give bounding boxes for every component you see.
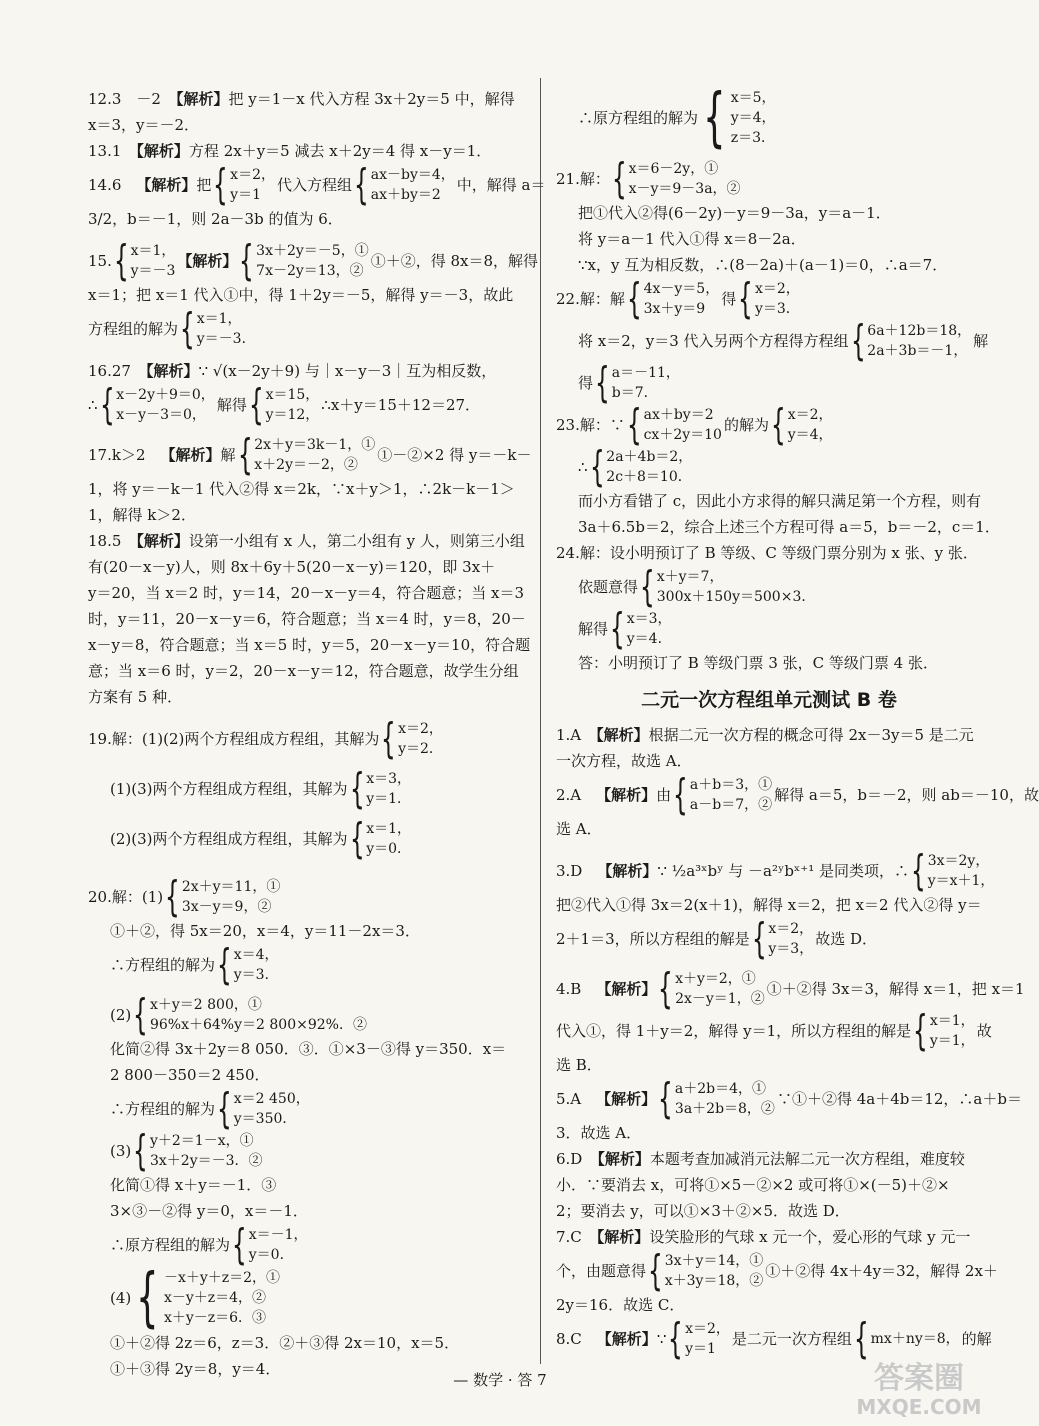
equation-system: { x＋y＝7， 300x＋150y＝500×3．	[640, 562, 816, 611]
answer-22-step: 将 x＝2，y＝3 代入另两个方程得方程组 { 6a＋12b＝18， 2a＋3b＝－1， 解	[578, 316, 989, 365]
answer-20-part4: (4) { －x＋y＋z＝2，① x－y＋z＝4，② x＋y－z＝6．③	[110, 1261, 281, 1335]
equation-system: { x＝2， y＝4，	[770, 400, 833, 449]
answer-23-step: 而小方看错了 c，因此小方求得的解只满足第一个方程，则有	[578, 492, 982, 510]
equation-system: { x＋y＝2，① 2x－y＝1，②	[658, 964, 765, 1013]
answer-14: 14.6 【解析】 把 { x＝2， y＝1 代入方程组 { ax－by＝4， ax＋by＝2 中，解得 a＝	[88, 160, 546, 209]
equation-system: { x＝2， y＝1	[668, 1314, 730, 1363]
answer-19-part1: 19.解：(1)(2)两个方程组成方程组，其解为 { x＝2， y＝2．	[88, 714, 443, 763]
answer-24: 24.解：设小明预订了 B 等级、C 等级门票分别为 x 张、y 张．	[556, 544, 978, 562]
equation-system: { x＝2， y＝2．	[381, 714, 443, 763]
equation-system: { －x＋y＋z＝2，① x－y＋z＝4，② x＋y－z＝6．③	[136, 1261, 281, 1335]
answer-b1: 1.A 【解析】根据二元一次方程的概念可得 2x－3y＝5 是二元	[556, 726, 974, 744]
equation-system: { y＋2＝1－x，① 3x＋2y＝－3．②	[133, 1126, 263, 1175]
answer-20-sol2: ∴方程组的解为 { x＝2 450， y＝350．	[110, 1084, 310, 1133]
equation-system: { 4x－y＝5， 3x＋y＝9	[626, 274, 720, 323]
equation-system: { 2x＋y＝3k－1，① x＋2y＝－2，②	[237, 430, 376, 479]
answer-24-answer: 答：小明预订了 B 等级门票 3 张，C 等级门票 4 张．	[578, 654, 938, 672]
answer-20-sol4: ∴原方程组的解为 { x＝5， y＝4， z＝3．	[578, 81, 776, 155]
answer-20-step: 2 800－350＝2 450．	[110, 1066, 270, 1084]
equation-system: { x＝3， y＝4．	[610, 604, 672, 653]
section-title: 二元一次方程组单元测试 B 卷	[641, 689, 897, 711]
answer-17: 17.k＞2 【解析】 解 { 2x＋y＝3k－1，① x＋2y＝－2，② ①－②×2 得 y＝－k－	[88, 430, 532, 479]
equation-system: { x＝1， y＝0．	[349, 814, 412, 863]
answer-23-step: ∴ { 2a＋4b＝2， 2c＋8＝10．	[578, 442, 693, 491]
answer-20-part3: (3) { y＋2＝1－x，① 3x＋2y＝－3．②	[110, 1126, 263, 1175]
answer-b3-cont: 把②代入①得 3x＝2(x＋1)，解得 x＝2，把 x＝2 代入②得 y＝	[556, 896, 982, 914]
equation-system: { x＝6－2y，① x－y＝9－3a，②	[611, 154, 741, 203]
equation-system: { x＝2， y＝3，	[751, 914, 814, 963]
column-divider	[540, 78, 541, 1364]
answer-18-line: 方案有 5 种．	[88, 688, 183, 706]
answer-20-step: 化简②得 3x＋2y＝8 050．③．①×3－③得 y＝350．x＝	[110, 1040, 507, 1058]
equation-system: { mx＋ny＝8，	[853, 1314, 960, 1363]
equation-system: { 3x＋y＝14，① x＋3y＝18，②	[648, 1246, 764, 1295]
answer-b4-cont: 代入①，得 1＋y＝2，解得 y＝1，所以方程组的解是 { x＝1， y＝1， 故	[556, 1006, 992, 1055]
answer-b6: 6.D 【解析】本题考查加减消元法解二元一次方程组，难度较	[556, 1150, 965, 1168]
watermark-line1: 答案圈	[874, 1361, 964, 1396]
equation-system: { 3x＝2y， y＝x＋1，	[910, 846, 995, 895]
answer-15-solution: 方程组的解为 { x＝1， y＝－3．	[88, 304, 256, 353]
equation-system: { ax＋by＝2 cx＋2y＝10	[626, 400, 722, 449]
answer-20-sol3: ∴原方程组的解为 { x＝－1， y＝0．	[110, 1220, 308, 1269]
answer-b7-end: 2y＝16．故选 C．	[556, 1296, 685, 1314]
answer-20-sol1: ∴方程组的解为 { x＝4， y＝3．	[110, 940, 279, 989]
answer-22-sol: 得 { a＝－11， b＝7．	[578, 358, 680, 407]
answer-18-line: 有(20－x－y)人，则 8x＋6y＋5(20－x－y)＝120，即 3x＋	[88, 558, 496, 576]
equation-system: { x＝2， y＝3．	[738, 274, 800, 323]
answer-12: 12.3 －2 【解析】把 y＝1－x 代入方程 3x＋2y＝5 中，解得	[88, 90, 515, 108]
answer-b8: 8.C 【解析】 ∵ { x＝2， y＝1 是二元一次方程组 { mx＋ny＝8， 的解	[556, 1314, 992, 1363]
answer-b6-line: 2；要消去 y，可以①×3＋②×5．故选 D．	[556, 1202, 850, 1220]
answer-b4: 4.B 【解析】 { x＋y＝2，① 2x－y＝1，② ①＋②得 3x＝3，解得 x＝1，把 x＝1	[556, 964, 1025, 1013]
answer-20-step: ①＋②，得 5x＝20，x＝4，y＝11－2x＝3．	[110, 922, 420, 940]
equation-system: { x＝1， y＝－3	[113, 236, 176, 285]
equation-system: { x＝1， y＝－3．	[180, 304, 256, 353]
answer-18: 18.5 【解析】设第一小组有 x 人，第二小组有 y 人，则第三小组	[88, 532, 525, 550]
equation-system: { x＝1， y＝1，	[913, 1006, 975, 1055]
answer-24-step: 依题意得 { x＋y＝7， 300x＋150y＝500×3．	[578, 562, 816, 611]
equation-system: { x＝2 450， y＝350．	[217, 1084, 310, 1133]
answer-19-part2: (1)(3)两个方程组成方程组，其解为 { x＝3， y＝1．	[110, 764, 412, 813]
answer-20-step: 化简①得 x＋y＝－1．③	[110, 1176, 277, 1194]
equation-system: { 2x＋y＝11，① 3x－y＝9，②	[165, 872, 281, 921]
equation-system: { x＝15， y＝12，	[248, 380, 320, 429]
answer-12-cont: x＝3，y＝－2．	[88, 116, 200, 134]
watermark-logo	[844, 1352, 994, 1422]
answer-21: 21.解： { x＝6－2y，① x－y＝9－3a，②	[556, 154, 741, 203]
page-footer: — 数学 · 答 7	[453, 1371, 547, 1389]
equation-system: { ax－by＝4， ax＋by＝2	[354, 160, 455, 209]
answer-14-cont: 3/2，b＝－1，则 2a－3b 的值为 6．	[88, 210, 343, 228]
answer-22: 22.解：解 { 4x－y＝5， 3x＋y＝9 得 { x＝2， y＝3．	[556, 274, 800, 323]
answer-b5-cont: 3．故选 A．	[556, 1124, 642, 1142]
equation-system: { 3x＋2y＝－5，① 7x－2y＝13，②	[239, 236, 369, 285]
equation-system: { x＝4， y＝3．	[217, 940, 279, 989]
answer-20-step: 3×③－②得 y＝0，x＝－1．	[110, 1202, 308, 1220]
answer-b4-end: 选 B．	[556, 1056, 602, 1074]
answer-20-step: ①＋③得 2y＝8，y＝4．	[110, 1360, 281, 1378]
answer-21-step: ∵x，y 互为相反数，∴(8－2a)＋(a－1)＝0，∴a＝7．	[578, 256, 948, 274]
answer-20-part2: (2) { x＋y＝2 800，① 96%x＋64%y＝2 800×92%．②	[110, 990, 367, 1039]
answer-b2-cont: 选 A．	[556, 820, 602, 838]
answer-13: 13.1 【解析】方程 2x＋y＝5 减去 x＋2y＝4 得 x－y＝1．	[88, 142, 492, 160]
answer-21-step: 将 y＝a－1 代入①得 x＝8－2a．	[578, 230, 806, 248]
equation-system: { a＋2b＝4，① 3a＋2b＝8，②	[658, 1074, 775, 1123]
answer-23-step: 3a＋6.5b＝2，综合上述三个方程可得 a＝5，b＝－2，c＝1．	[578, 518, 1000, 536]
answer-20-step: ①＋②得 2z＝6，z＝3．②＋③得 2x＝10，x＝5．	[110, 1334, 460, 1352]
answer-18-line: y＝20，当 x＝2 时，y＝14，20－x－y＝4，符合题意；当 x＝3	[88, 584, 524, 602]
right-column	[556, 81, 1039, 1363]
answer-b7: 7.C 【解析】设笑脸形的气球 x 元一个，爱心形的气球 y 元一	[556, 1228, 971, 1246]
answer-24-sol: 解得 { x＝3， y＝4．	[578, 604, 672, 653]
answer-23: 23.解：∵ { ax＋by＝2 cx＋2y＝10 的解为 { x＝2， y＝4，	[556, 400, 833, 449]
answer-b3: 3.D 【解析】 ∵ ½a³ˣbʸ 与 －a²ʸbˣ⁺¹ 是同类项，∴ { 3x＝2y， y＝x＋1，	[556, 846, 995, 895]
equation-system: { x＝2， y＝1	[213, 160, 275, 209]
answer-b2: 2.A 【解析】 由 { a＋b＝3，① a－b＝7，② 解得 a＝5，b＝－2，则 ab＝－10，故	[556, 770, 1039, 819]
answer-17-cont: 1，将 y＝－k－1 代入②得 x＝2k，∵x＋y＞1，∴2k－k－1＞	[88, 480, 515, 498]
answer-18-line: 意；当 x＝6 时，y＝2，20－x－y＝12，符合题意，故学生分组	[88, 662, 519, 680]
equation-system: { x－2y＋9＝0， x－y－3＝0，	[99, 380, 215, 429]
answer-16-cont: ∴ { x－2y＋9＝0， x－y－3＝0， 解得 { x＝15， y＝12， ∴x＋y＝15＋12＝27．	[88, 380, 481, 429]
answer-20-part1: 20.解：(1) { 2x＋y＝11，① 3x－y＝9，②	[88, 872, 281, 921]
answer-b7-cont: 个，由题意得 { 3x＋y＝14，① x＋3y＝18，② ①＋②得 4x＋4y＝32，解得 2x＋	[556, 1246, 998, 1295]
answer-15: 15. { x＝1， y＝－3 【解析】 { 3x＋2y＝－5，① 7x－2y＝13，② ①＋②，得 8x＝8，解得	[88, 236, 539, 285]
equation-system: { 2a＋4b＝2， 2c＋8＝10．	[589, 442, 693, 491]
equation-system: { x＋y＝2 800，① 96%x＋64%y＝2 800×92%．②	[133, 990, 367, 1039]
answer-18-line: 时，y＝11，20－x－y＝6，符合题意；当 x＝4 时，y＝8，20－	[88, 610, 526, 628]
answer-b3-end: 2＋1＝3，所以方程组的解是 { x＝2， y＝3， 故选 D．	[556, 914, 877, 963]
answer-15-cont: x＝1；把 x＝1 代入①中，得 1＋2y＝－5，解得 y＝－3，故此	[88, 286, 514, 304]
watermark-line2: MXQE.COM	[856, 1395, 982, 1419]
answer-17-end: 1，解得 k＞2．	[88, 506, 196, 524]
equation-system: { x＝3， y＝1．	[349, 764, 412, 813]
equation-system: { x＝－1， y＝0．	[232, 1220, 308, 1269]
equation-system: { a＋b＝3，① a－b＝7，②	[673, 770, 773, 819]
equation-system: { x＝5， y＝4， z＝3．	[703, 81, 776, 155]
answer-b5: 5.A 【解析】 { a＋2b＝4，① 3a＋2b＝8，② ∵①＋②得 4a＋4b＝12，∴a＋b＝	[556, 1074, 1022, 1123]
answer-16: 16.27 【解析】∵ √(x－2y＋9) 与｜x－y－3｜互为相反数，	[88, 362, 497, 380]
equation-system: { 6a＋12b＝18， 2a＋3b＝－1，	[850, 316, 972, 365]
answer-b6-line: 小．∵要消去 x，可将①×5－②×2 或可将①×(－5)＋②×	[556, 1176, 950, 1194]
answer-b1-cont: 一次方程，故选 A．	[556, 752, 692, 770]
answer-18-line: x－y＝8，符合题意；当 x＝5 时，y＝5，20－x－y＝10，符合题	[88, 636, 531, 654]
answer-21-step: 把①代入②得(6－2y)－y＝9－3a，y＝a－1．	[578, 204, 891, 222]
equation-system: { a＝－11， b＝7．	[595, 358, 680, 407]
answer-19-part3: (2)(3)两个方程组成方程组，其解为 { x＝1， y＝0．	[110, 814, 412, 863]
